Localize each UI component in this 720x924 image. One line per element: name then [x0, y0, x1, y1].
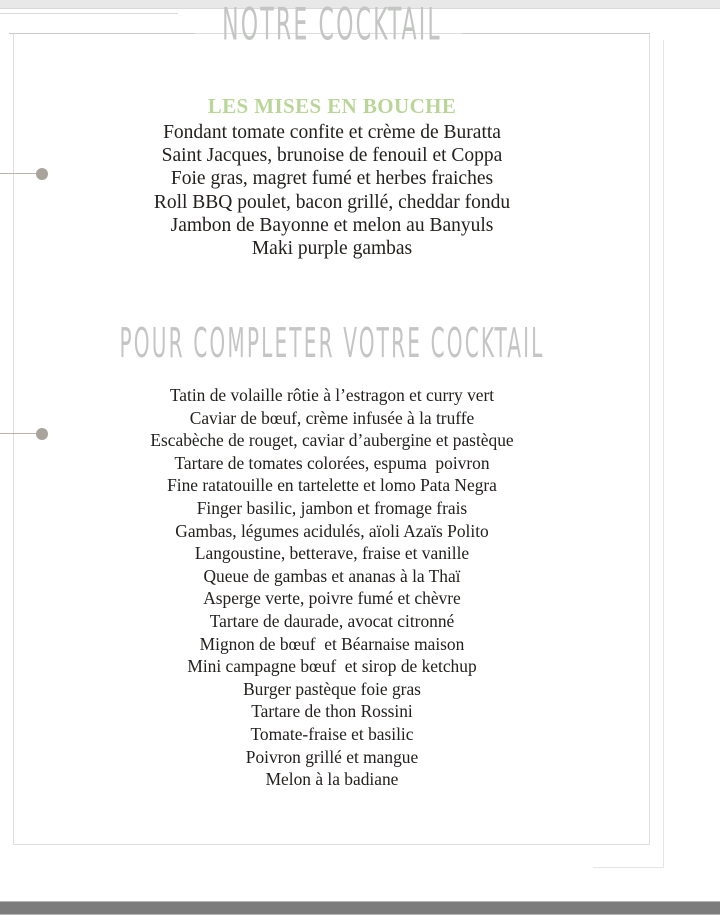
menu-item: Tartare de tomates colorées, espuma poivron [174, 452, 490, 473]
section-heading-pour-completer: POUR COMPLETER VOTRE COCKTAIL [119, 320, 545, 368]
menu-item: Poivron grillé et mangue [245, 746, 419, 767]
menu-item: Escabèche de rouget, caviar d’aubergine et pastèque [150, 430, 514, 451]
menu-item: Fine ratatouille en tartelette et lomo Pata Negra [167, 475, 497, 496]
menu-list-mises-en-bouche [14, 121, 650, 260]
menu-item: Maki purple gambas [251, 238, 413, 260]
menu-frame-outer-vertical [663, 40, 664, 868]
menu-item: Tartare de daurade, avocat citronné [209, 610, 455, 631]
menu-item: Saint Jacques, brunoise de fenouil et Coppa [161, 145, 503, 167]
menu-item: Mignon de bœuf et Béarnaise maison [199, 633, 465, 654]
page-title: NOTRE COCKTAIL [222, 0, 442, 52]
section-heading-mises-en-bouche: LES MISES EN BOUCHE [207, 94, 457, 118]
menu-item: Roll BBQ poulet, bacon grillé, cheddar fondu [153, 191, 511, 213]
menu-item: Fondant tomate confite et crème de Buratta [163, 122, 501, 143]
horizontal-scrollbar[interactable] [0, 901, 720, 915]
menu-item: Melon à la badiane [265, 769, 399, 790]
menu-item: Foie gras, magret fumé et herbes fraiches [170, 168, 494, 190]
menu-item: Jambon de Bayonne et melon au Banyuls [170, 214, 494, 236]
menu-item: Langoustine, betterave, fraise et vanille [194, 543, 470, 564]
menu-item: Finger basilic, jambon et fromage frais [196, 497, 468, 518]
menu-item: Gambas, légumes acidulés, aïoli Azaïs Polito [175, 520, 489, 541]
menu-item: Burger pastèque foie gras [243, 678, 421, 699]
menu-item: Asperge verte, poivre fumé et chèvre [203, 588, 461, 609]
menu-item: Caviar de bœuf, crème infusée à la truffe [189, 407, 475, 428]
menu-item: Tomate-fraise et basilic [250, 723, 414, 744]
menu-item: Queue de gambas et ananas à la Thaï [203, 565, 461, 586]
menu-frame-outer-horizontal [593, 867, 664, 868]
menu-item: Mini campagne bœuf et sirop de ketchup [187, 656, 477, 677]
menu-item: Tatin de volaille rôtie à l’estragon et curry vert [169, 385, 495, 405]
menu-list-pour-completer [14, 384, 650, 791]
menu-item: Tartare de thon Rossini [251, 701, 413, 722]
